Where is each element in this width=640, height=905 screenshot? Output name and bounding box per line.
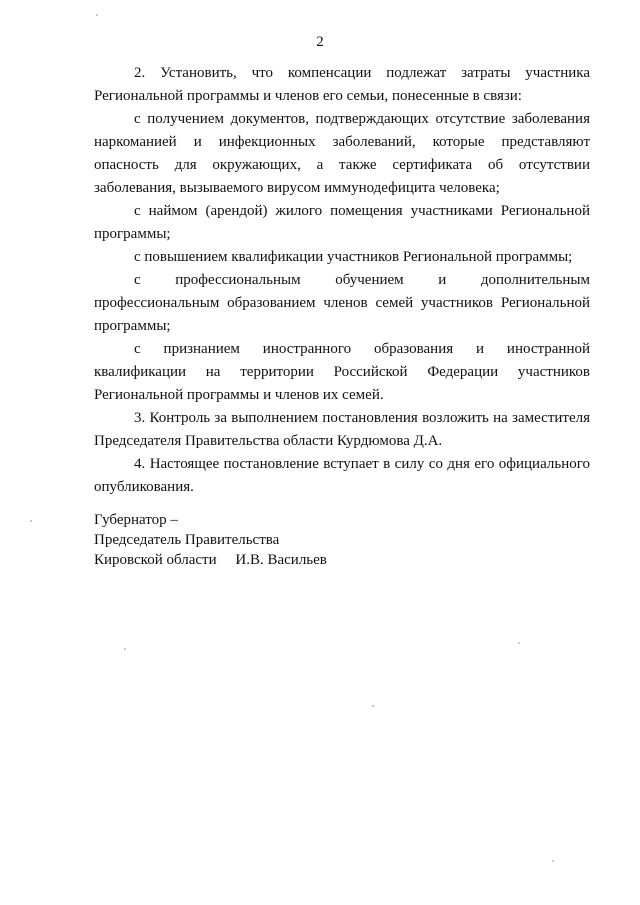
paragraph-item-3-control: 3. Контроль за выполнением постановления возложить на заместителя Председателя Правительства области Курдюмова Д.А. bbox=[94, 410, 590, 449]
paragraph-foreign-education: с признанием иностранного образования и иностранной квалификации на территории Российской Федерации участников Региональной программы и членов их семей. bbox=[94, 341, 590, 403]
document-body bbox=[94, 62, 590, 499]
scan-speck bbox=[552, 860, 554, 862]
signature-block bbox=[94, 510, 327, 570]
signature-title: Губернатор – bbox=[94, 512, 178, 528]
signature-region-name: Кировской области И.В. Васильев bbox=[94, 552, 327, 568]
signature-position: Председатель Правительства bbox=[94, 532, 280, 548]
paragraph-item-2: 2. Установить, что компенсации подлежат затраты участника Региональной программы и членов его семьи, понесенные в связи: bbox=[94, 65, 590, 104]
scan-speck bbox=[518, 642, 520, 644]
paragraph-documents-costs: с получением документов, подтверждающих отсутствие заболевания наркоманией и инфекционных заболеваний, которые представляют опасность для окружающих, а также сертификата об отсутствии заболевания, вызываемого вирусом иммунодефицита человека; bbox=[94, 111, 590, 196]
paragraph-housing-rent: с наймом (арендой) жилого помещения участниками Региональной программы; bbox=[94, 203, 590, 242]
scan-speck bbox=[124, 648, 126, 650]
page-number: 2 bbox=[316, 34, 324, 50]
scan-speck bbox=[372, 705, 374, 707]
paragraph-item-4-effective: 4. Настоящее постановление вступает в силу со дня его официального опубликования. bbox=[94, 456, 590, 495]
paragraph-qualification: с повышением квалификации участников Региональной программы; bbox=[134, 249, 573, 265]
scan-speck bbox=[96, 14, 98, 16]
paragraph-family-education: с профессиональным обучением и дополнительным профессиональным образованием членов семей участников Региональной программы; bbox=[94, 272, 590, 334]
scan-speck bbox=[30, 520, 32, 522]
